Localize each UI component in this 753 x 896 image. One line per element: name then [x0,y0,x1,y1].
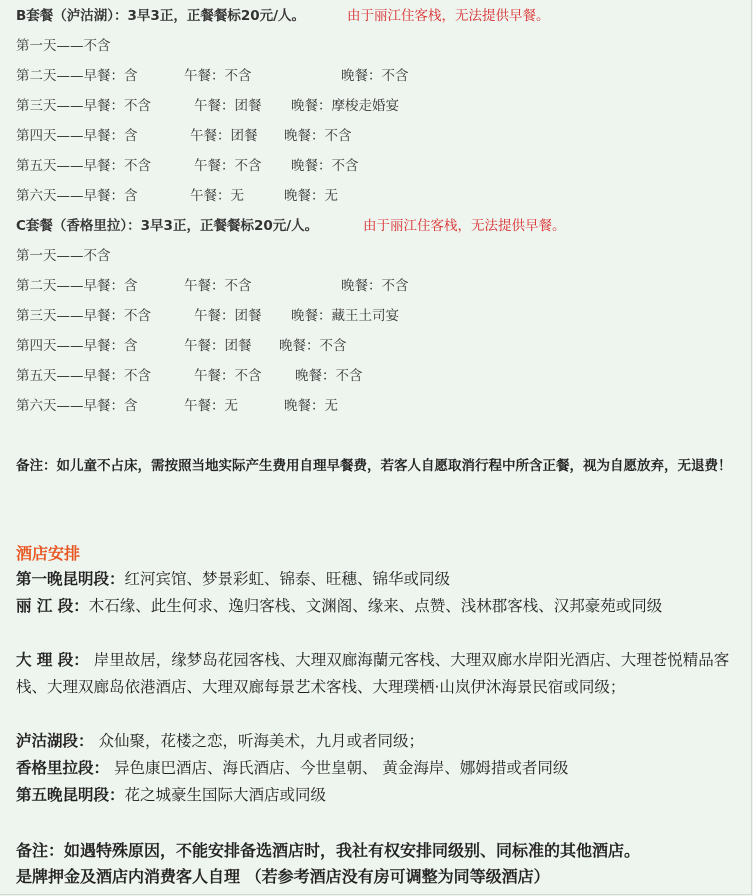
plan-c-red-note: 由于丽江住客栈，无法提供早餐。 [363,218,566,234]
hotel-remark-line-1: 备注：如遇特殊原因，不能安排备选酒店时，我社有权安排同级别、同标准的其他酒店。 [16,841,641,860]
hotel-row-kunming-first: 第一晚昆明段：红河宾馆、梦景彩虹、锦泰、旺穗、锦华或同级 [16,570,451,588]
hotel-row-kunming-fifth: 第五晚昆明段：花之城豪生国际大酒店或同级 [16,786,327,804]
hotel-remark-line-2: 是牌押金及酒店内消费客人自理 （若参考酒店没有房可调整为同等级酒店） [16,867,550,886]
hotel-heading: 酒店安排 [16,544,81,563]
plan-b-red-note: 由于丽江住客栈，无法提供早餐。 [347,8,550,24]
hotel-row-shangrila: 香格里拉段： 异色康巴酒店、海氏酒店、今世皇朝、 黄金海岸、娜姆措或者同级 [16,759,569,777]
hotel-row-lijiang: 丽 江 段：木石缘、此生何求、逸归客栈、文渊阁、缘来、点赞、浅林郡客栈、汉邦豪苑或同级 [16,597,663,615]
meal-remark: 备注：如儿童不占床，需按照当地实际产生费用自理早餐费，若客人自愿取消行程中所含正餐，视为自愿放弃，无退费！ [16,458,732,474]
hotel-row-luguhu: 泸沽湖段： 众仙聚，花楼之恋，听海美术，九月或者同级； [16,732,424,750]
hotel-row-dali: 大 理 段： 岸里故居，缘梦岛花园客栈、大理双廊海蘭元客栈、大理双廊水岸阳光酒店、大理苍悦精品客栈、大理双廊岛依港酒店、大理双廊每景艺术客栈、大理璞栖·山岚伊沐海景民宿或同级； [16,651,730,696]
